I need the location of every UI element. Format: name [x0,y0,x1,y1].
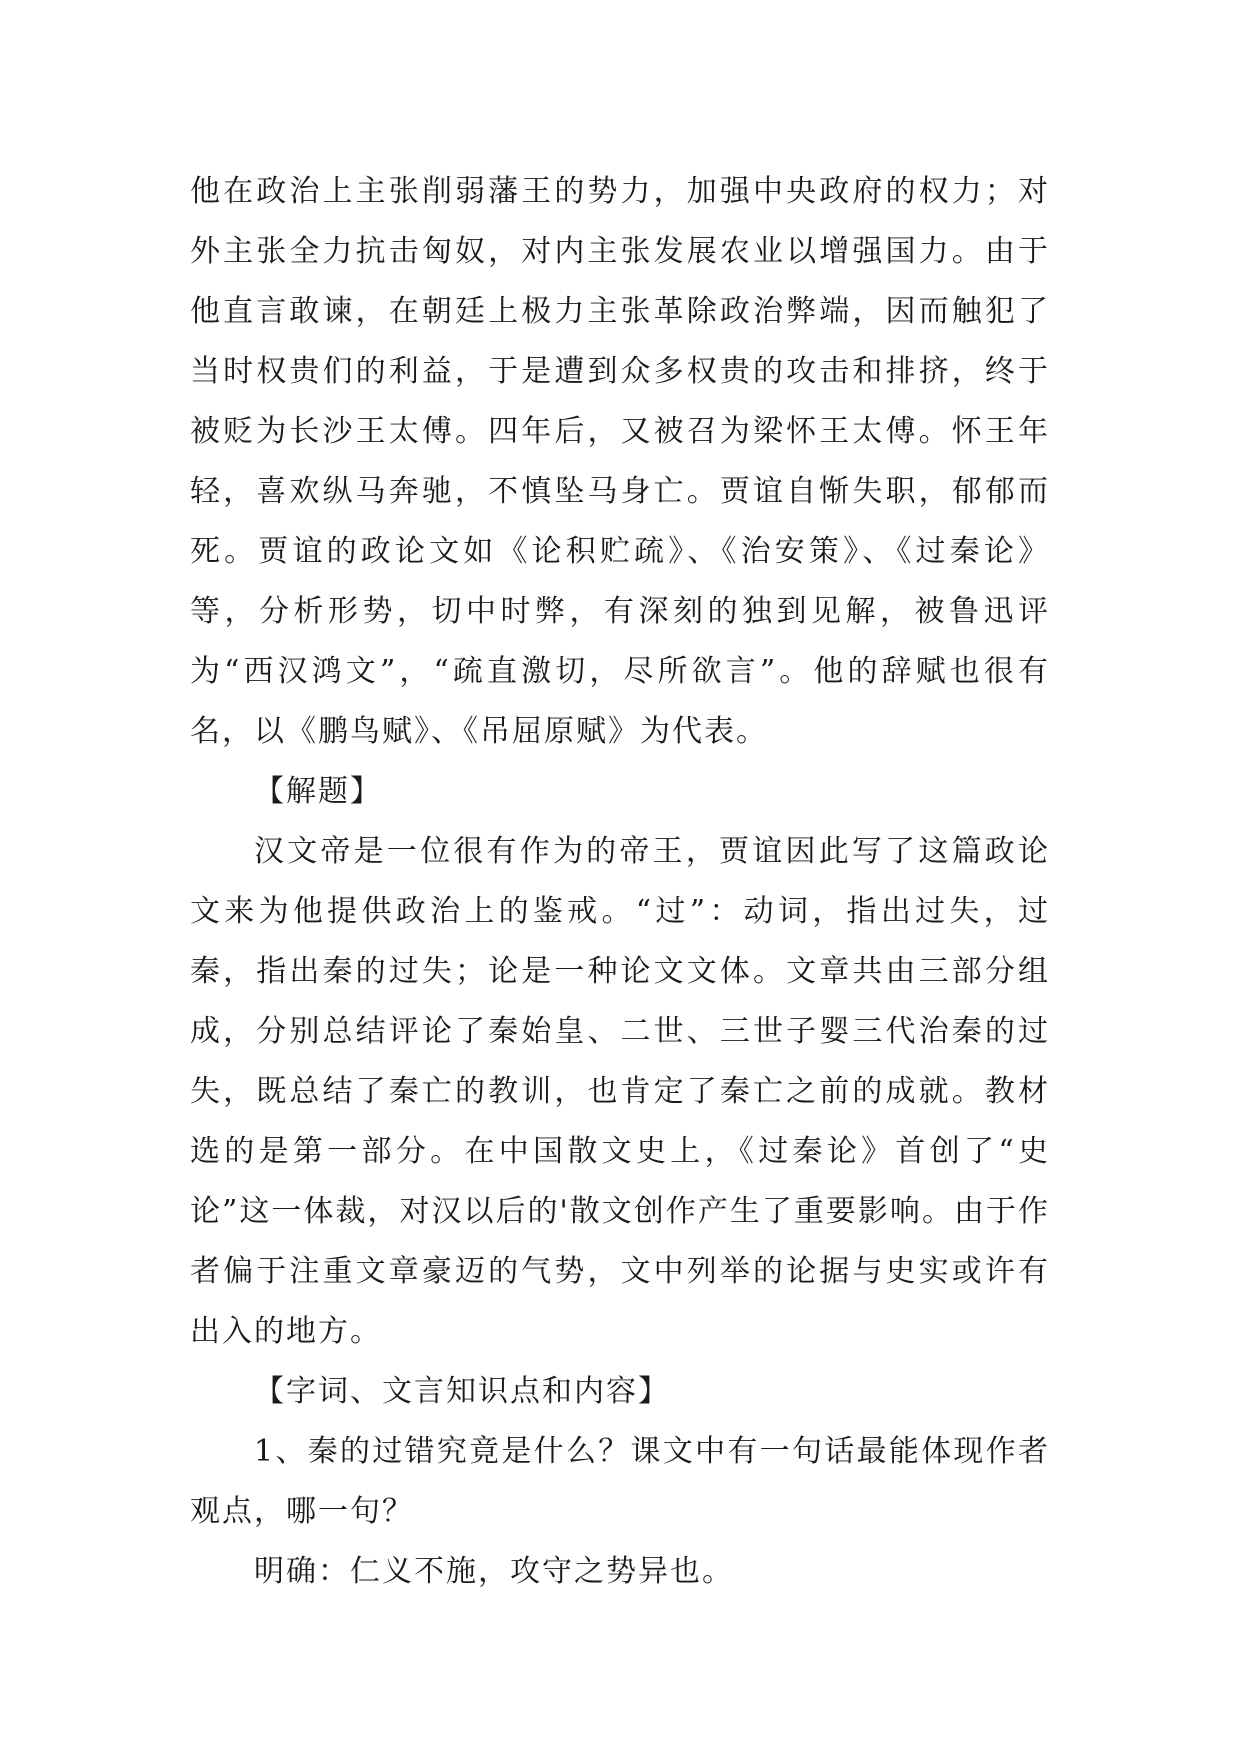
paragraph-jieti: 汉文帝是一位很有作为的帝王，贾谊因此写了这篇政论文来为他提供政治上的鉴戒。“过”：动词，指出过失，过秦，指出秦的过失；论是一种论文文体。文章共由三部分组成，分别总结评论了秦始皇、二世、三世子婴三代治秦的过失，既总结了秦亡的教训，也肯定了秦亡之前的成就。教材选的是第一部分。在中国散文史上，《过秦论》首创了“史论”这一体裁，对汉以后的'散文创作产生了重要影响。由于作者偏于注重文章豪迈的气势，文中列举的论据与史实或许有出入的地方。 [190,834,1050,1349]
paragraph-question-1: 1、秦的过错究竟是什么？课文中有一句话最能体现作者观点，哪一句？ [190,1434,1050,1529]
paragraph-answer-1: 明确：仁义不施，攻守之势异也。 [254,1554,734,1589]
section-heading-zici: 【字词、文言知识点和内容】 [254,1374,670,1409]
document-body [190,162,1050,1602]
paragraph-biography: 他在政治上主张削弱藩王的势力，加强中央政府的权力；对外主张全力抗击匈奴，对内主张发展农业以增强国力。由于他直言敢谏，在朝廷上极力主张革除政治弊端，因而触犯了当时权贵们的利益，于是遭到众多权贵的攻击和排挤，终于被贬为长沙王太傅。四年后，又被召为梁怀王太傅。怀王年轻，喜欢纵马奔驰，不慎坠马身亡。贾谊自惭失职，郁郁而死。贾谊的政论文如《论积贮疏》、《治安策》、《过秦论》等，分析形势，切中时弊，有深刻的独到见解，被鲁迅评为“西汉鸿文”，“疏直激切，尽所欲言”。他的辞赋也很有名，以《鹏鸟赋》、《吊屈原赋》为代表。 [190,174,1050,749]
section-heading-jieti: 【解题】 [254,774,382,809]
